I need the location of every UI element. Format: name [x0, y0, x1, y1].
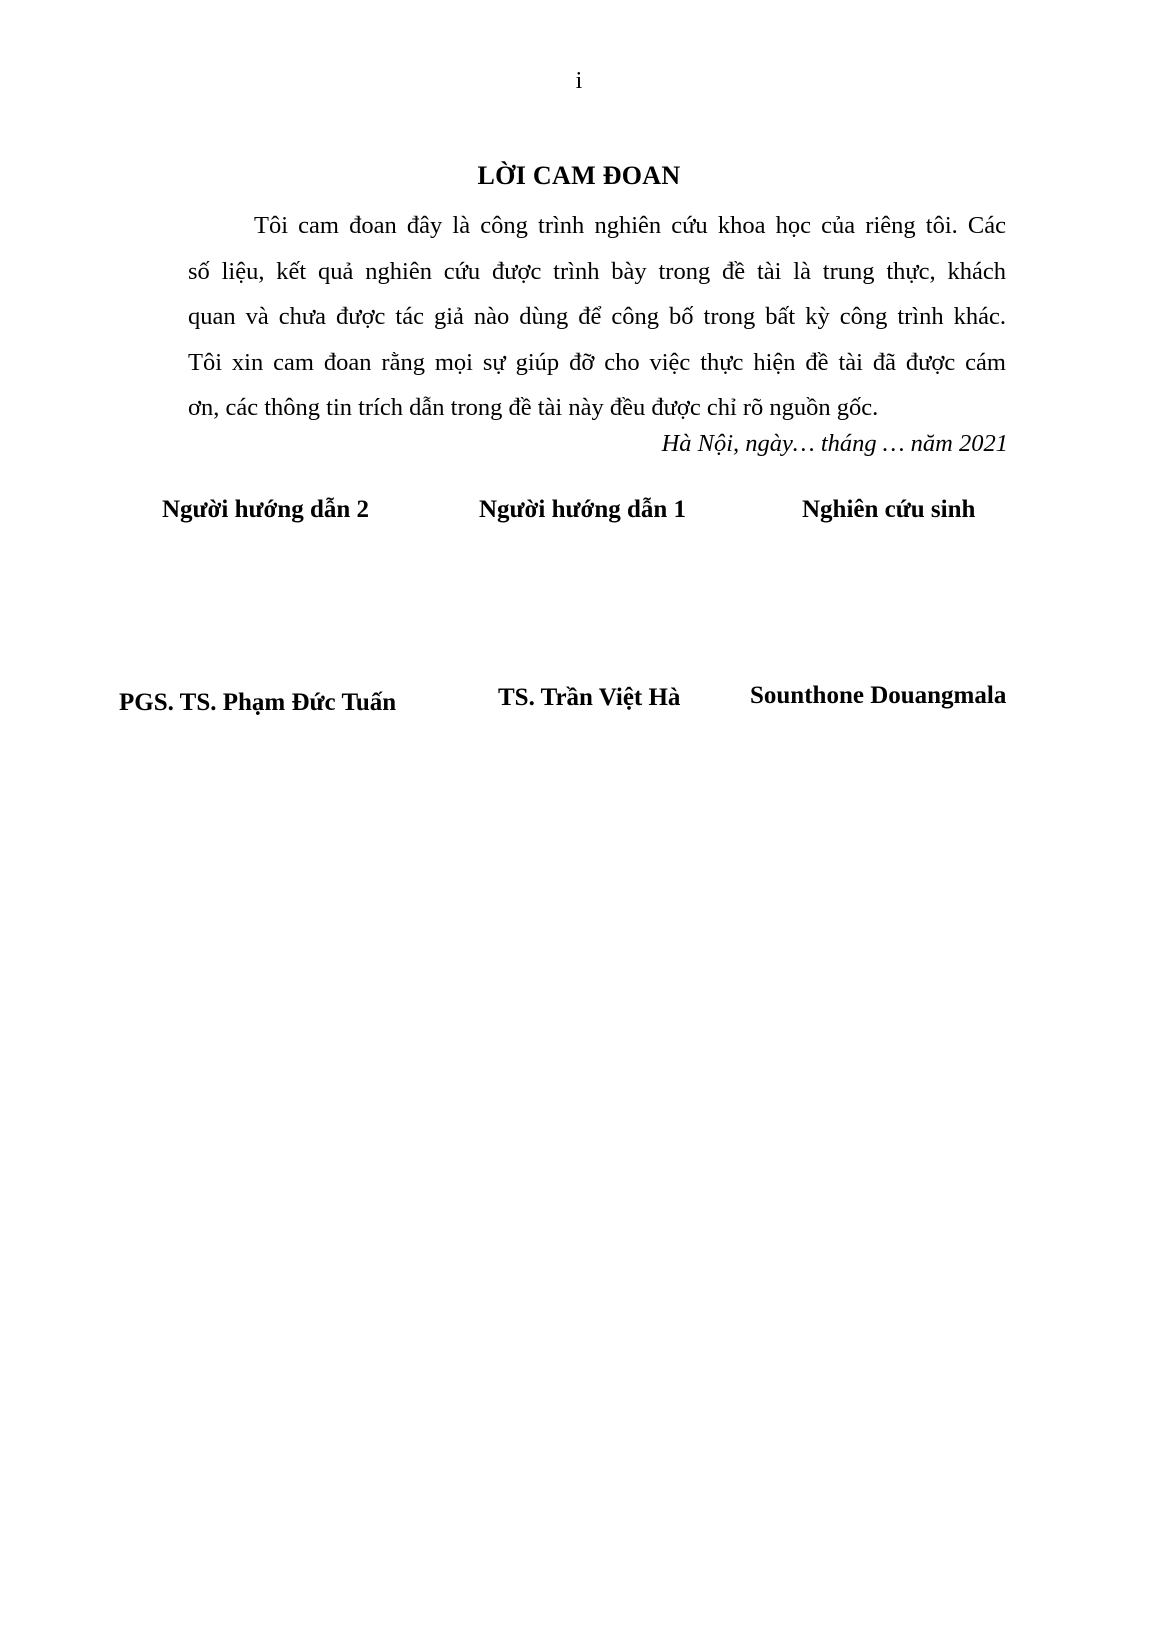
signature-role-advisor-2: Người hướng dẫn 2	[162, 496, 370, 523]
paragraph-line-3: quan và chưa được tác giả nào dùng để công bố trong bất kỳ công trình khác.	[188, 303, 1006, 330]
signature-role-advisor-1: Người hướng dẫn 1	[479, 496, 687, 523]
paragraph-line-1: Tôi cam đoan đây là công trình nghiên cứu khoa học của riêng tôi. Các	[254, 212, 1006, 239]
document-title: LỜI CAM ĐOAN	[477, 161, 681, 190]
paragraph-line-2: số liệu, kết quả nghiên cứu được trình bày trong đề tài là trung thực, khách	[188, 257, 1006, 285]
signature-name-phd-candidate: Sounthone Douangmala	[750, 682, 1007, 709]
paragraph-line-4: Tôi xin cam đoan rằng mọi sự giúp đỡ cho việc thực hiện đề tài đã được cám	[188, 348, 1006, 376]
signature-name-advisor-1: TS. Trần Việt Hà	[498, 684, 681, 711]
paragraph-line-5: ơn, các thông tin trích dẫn trong đề tài này đều được chỉ rõ nguồn gốc.	[188, 394, 879, 421]
signature-role-phd-candidate: Nghiên cứu sinh	[802, 496, 976, 523]
signature-name-advisor-2: PGS. TS. Phạm Đức Tuấn	[119, 689, 397, 716]
declaration-paragraph	[188, 203, 1006, 431]
date-place-line: Hà Nội, ngày… tháng … năm 2021	[661, 430, 1008, 457]
page-number: i	[575, 68, 583, 94]
